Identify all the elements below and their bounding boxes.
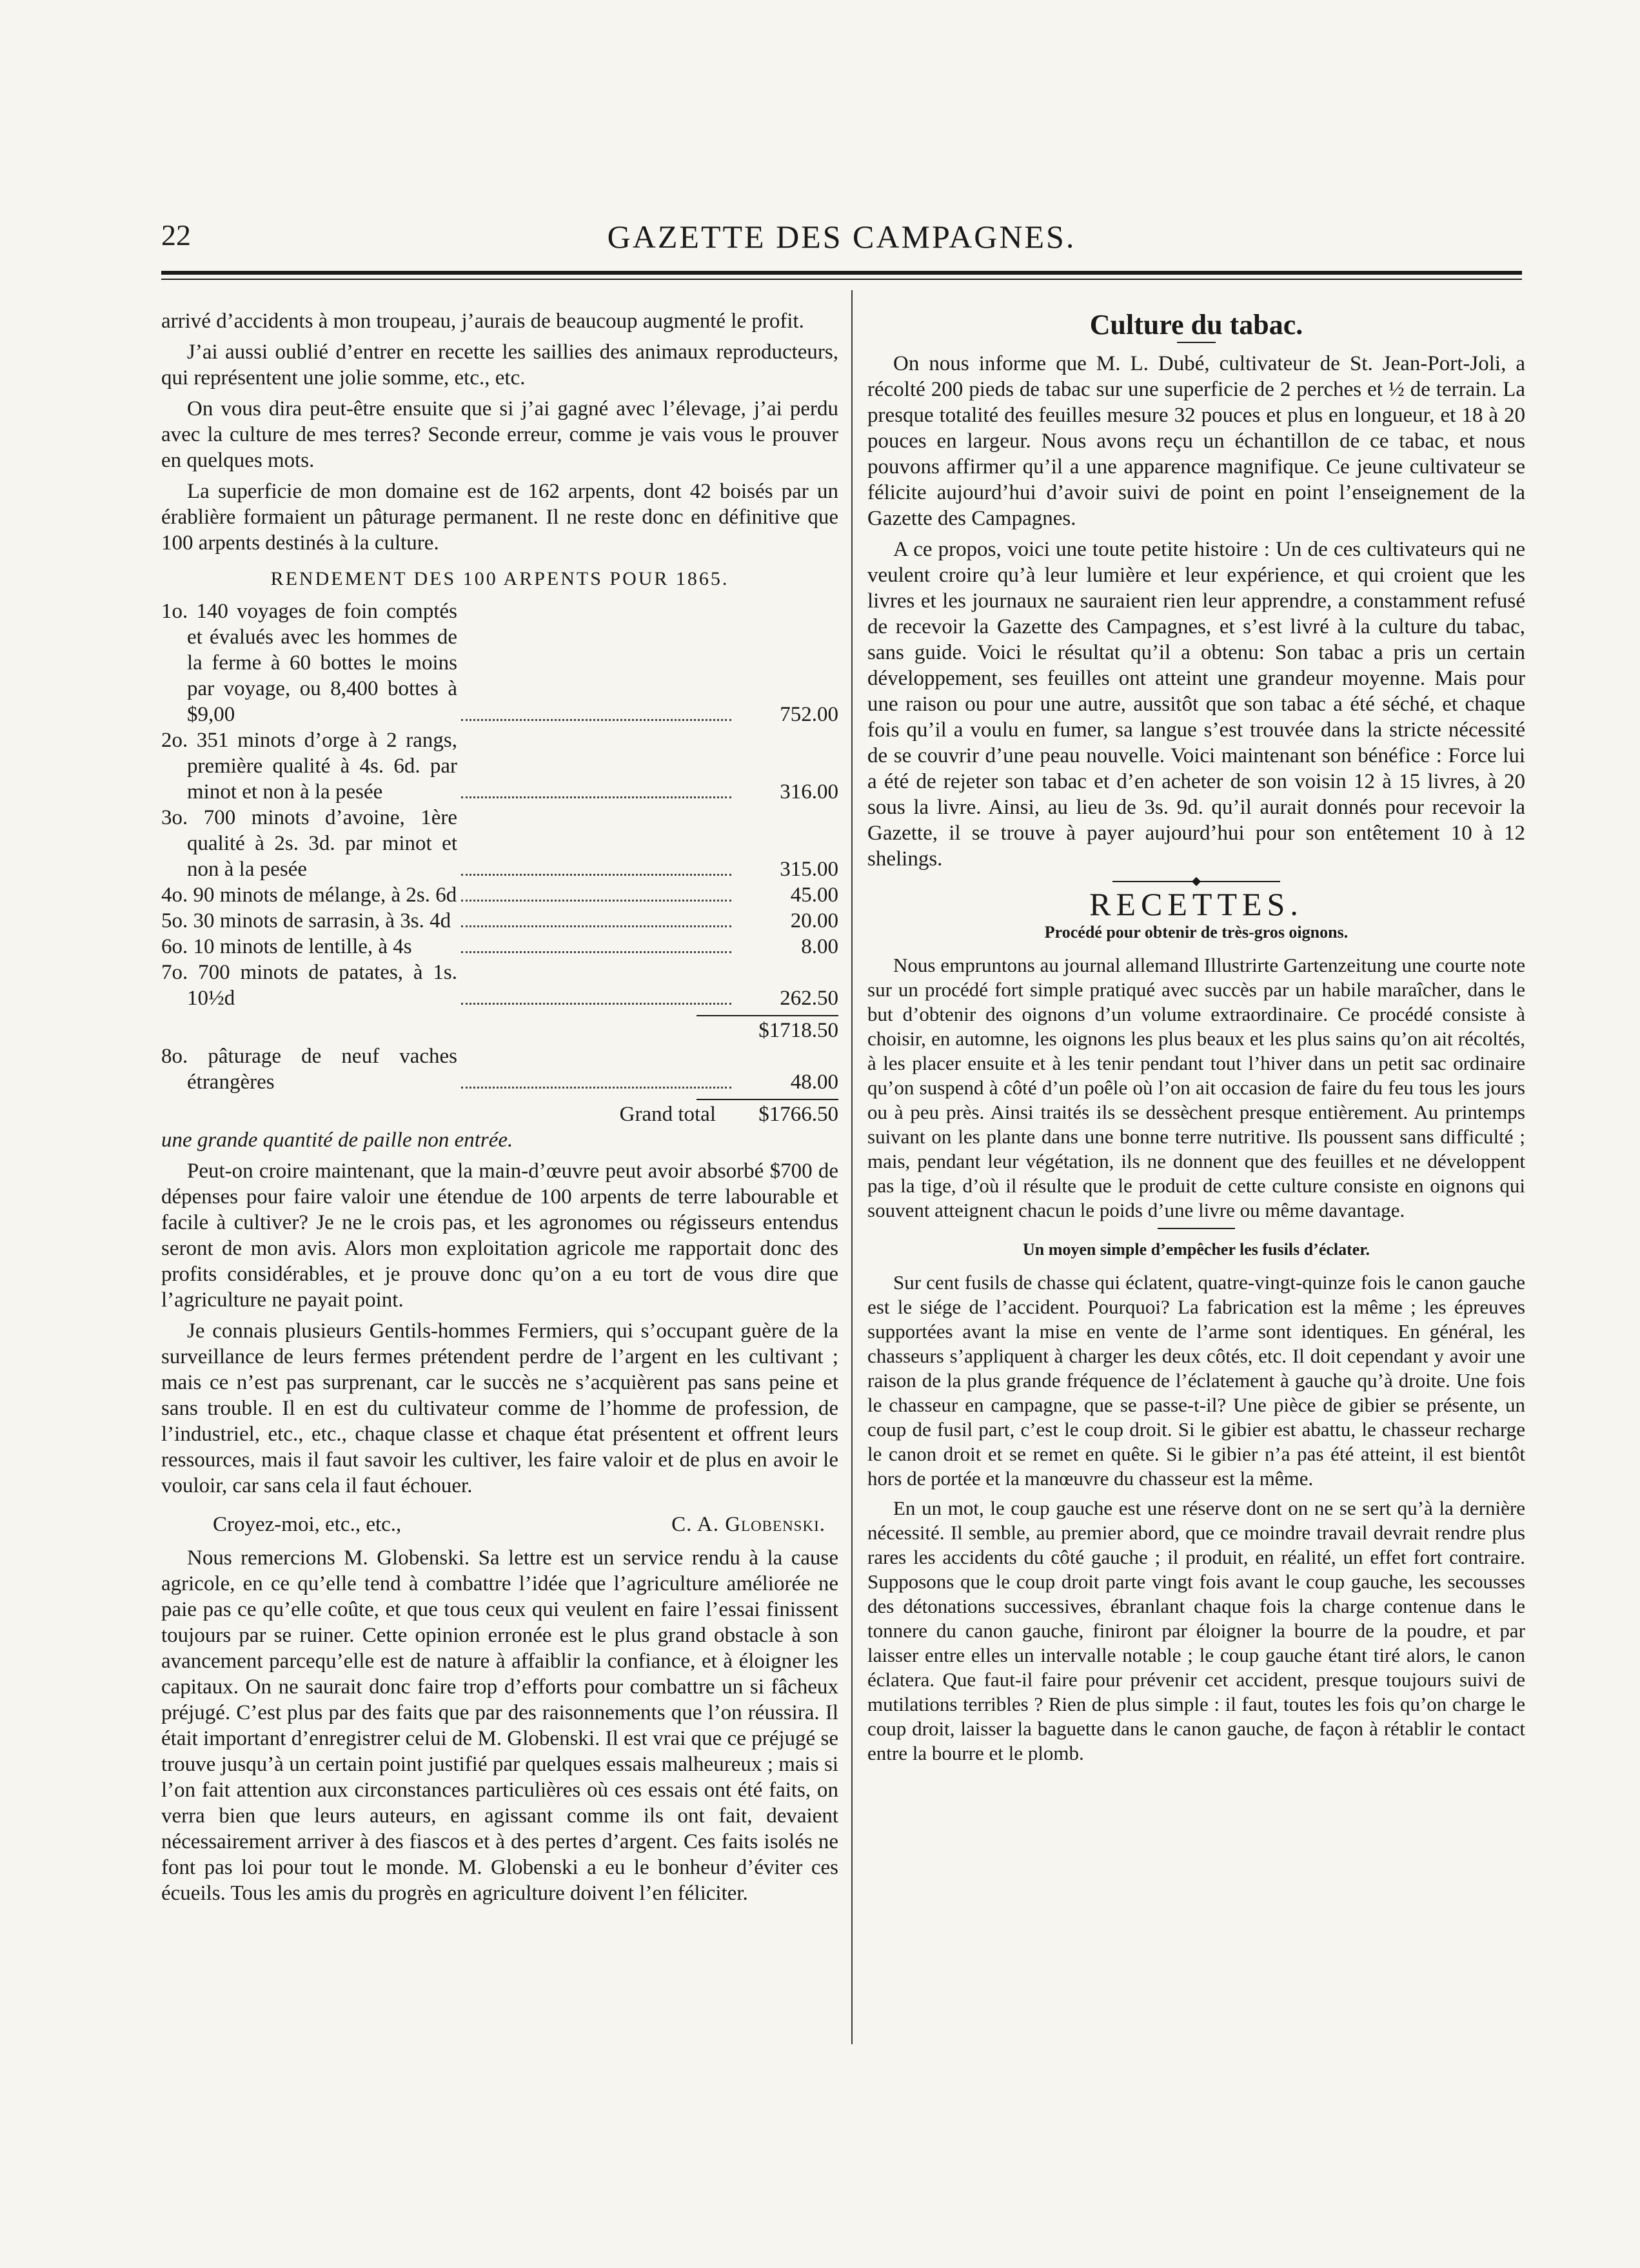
letter-signoff — [161, 1504, 838, 1545]
yield-item — [161, 727, 838, 805]
article-rule — [1158, 1228, 1235, 1229]
yield-item — [161, 1043, 838, 1095]
column-divider — [851, 290, 853, 2044]
yield-item-amount: 752.00 — [780, 703, 838, 726]
yield-item — [161, 908, 838, 934]
yield-item-text: 7o. 700 minots de patates, à 1s. 10½d — [161, 961, 457, 1010]
right-column — [867, 308, 1525, 2062]
letter-paragraph: On vous dira peut-être ensuite que si j’ai gagné avec l’élevage, j’ai perdu avec la culture de mes terres? Seconde erreur, comme je vais vous le prouver en quelques mots. — [161, 397, 838, 472]
subtotal-amount: $1718.50 — [758, 1019, 838, 1042]
fusils-paragraph: Sur cent fusils de chasse qui éclatent, quatre-vingt-quinze fois le canon gauche est le siége de l’accident. Pourquoi? La fabrication est la même ; les épreuves supportées avant la mise en vente de l’arme sont identiques. En général, les chasseurs s’appliquent à charger les deux côtés, etc. Il doit cependant y avoir une raison de la plus grande fréquence de l’éclatement à gauche qu’à droite. Une fois le chasseur en campagne, que se passe-t-il? Une pièce de gibier se présente, un coup de fusil part, c’est le coup droit. Si le gibier est abattu, le chasseur recharge le canon droit et se remet en quête. Si le gibier n’a pas été atteint, il est bientôt hors de portée et la manœuvre du chasseur est la même. — [867, 1271, 1525, 1490]
yield-item-text: 8o. pâturage de neuf vaches étrangères — [161, 1045, 457, 1094]
letter-paragraph: Peut-on croire maintenant, que la main-d’œuvre peut avoir absorbé $700 de dépenses pour faire valoir une étendue de 100 arpents de terre labourable et facile à cultiver? Je ne le crois pas, et les agronomes ou régisseurs entendus seront de mon avis. Alors mon exploitation agricole me rapportait donc des profits considérables, et je prouve donc qu’on a eu tort de vous dire que l’agriculture ne payait point. — [161, 1159, 838, 1312]
yield-item-text: 3o. 700 minots d’avoine, 1ère qualité à 2s. 3d. par minot et non à la pesée — [161, 806, 457, 881]
yield-item-text: 6o. 10 minots de lentille, à 4s — [161, 935, 412, 958]
yield-item-text: 1o. 140 voyages de foin comptés et évalués avec les hommes de la ferme à 60 bottes le moins par voyage, ou 8,400 bottes à $9,00 — [161, 600, 457, 726]
signoff-text: Croyez-moi, etc., etc., — [213, 1513, 402, 1536]
page-header — [161, 213, 1522, 264]
yield-item-amount: 48.00 — [790, 1070, 838, 1094]
grand-total-label: Grand total — [619, 1103, 716, 1126]
yield-item — [161, 598, 838, 727]
total-rule — [697, 1099, 838, 1100]
ornament-divider — [1112, 881, 1280, 882]
yield-item-amount: 8.00 — [801, 935, 838, 958]
masthead-title: GAZETTE DES CAMPAGNES. — [607, 219, 1076, 255]
subtotal-row — [161, 1018, 838, 1043]
tabac-paragraph: A ce propos, voici une toute petite histoire : Un de ces cultivateurs qui ne veulent croire qu’à leur lumière et leur expérience, et qui croient que les livres et les journaux ne sauraient rien leur apprendre, a constamment refusé de recevoir la Gazette des Campagnes, et s’est livré à la culture du tabac, sans guide. Voici le résultat qu’il a obtenu: Son tabac a pris un certain développement, ses feuilles ont atteint une grandeur moyenne. Mais pour une raison ou pour une autre, aussitôt que son tabac a été séché, et chaque fois qu’il a voulu en fumer, sa langue s’est trouvée dans la stricte nécessité de se couvrir d’une peau nouvelle. Voici maintenant son bénéfice : Force lui a été de rejeter son tabac et d’en acheter de son voisin 12 à 15 livres, à 20 sous la livre. Ainsi, au lieu de 3s. 9d. qu’il aurait donnés pour recevoir la Gazette, il se trouve à payer aujourd’hui pour son entêtement 10 à 12 shelings. — [867, 538, 1525, 871]
recettes-section-title: RECETTES. — [1089, 886, 1303, 922]
letter-paragraph: arrivé d’accidents à mon troupeau, j’aurais de beaucoup augmenté le profit. — [161, 310, 804, 333]
fusils-paragraph: En un mot, le coup gauche est une réserve dont on ne se sert qu’à la dernière nécessité. Il semble, au premier abord, que ce moindre travail devrait rendre plus rares les accidents du côté gauche ; il produit, en réalité, un effet fort contraire. Supposons que le coup droit parte vingt fois avant le coup gauche, les secousses des détonations successives, ébranlant chaque fois la charge contenue dans le tonnere du canon gauche, finiront par éloigner la bourre de la poudre, et par laisser entre elles un intervalle notable ; le coup gauche étant tiré alors, le canon éclatera. Que faut-il faire pour prévenir cet accident, presque toujours suivi de mutilations terribles ? Rien de plus simple : il faut, toutes les fois qu’on charge le coup droit, laisser la baguette dans le canon gauche, de façon à rétablir le contact entre la bourre et le plomb. — [867, 1497, 1525, 1764]
yield-item-amount: 315.00 — [780, 858, 838, 881]
fusils-article-title: Un moyen simple d’empêcher les fusils d’éclater. — [1022, 1240, 1370, 1259]
tabac-article-title: Culture du tabac. — [1089, 309, 1303, 340]
yield-item — [161, 960, 838, 1011]
grand-total-row — [161, 1101, 838, 1127]
header-rule-thin — [161, 279, 1522, 280]
yield-item-text: 2o. 351 minots d’orge à 2 rangs, première qualité à 4s. 6d. par minot et non à la pesée — [161, 729, 457, 804]
letter-paragraph: J’ai aussi oublié d’entrer en recette les saillies des animaux reproducteurs, qui représentent une jolie somme, etc., etc. — [161, 340, 838, 390]
yield-table-title: RENDEMENT DES 100 ARPENTS POUR 1865. — [270, 568, 729, 589]
letter-paragraph: une grande quantité de paille non entrée. — [161, 1129, 513, 1152]
header-rule-thick — [161, 271, 1522, 275]
letter-paragraph: Je connais plusieurs Gentils-hommes Fermiers, qui s’occupant guère de la surveillance de leurs fermes prétendent perdre de l’argent en les cultivant ; mais ce n’est pas surprenant, car le succès ne s’acquièrent pas sans peine et sans trouble. Il en est du cultivateur comme de l’homme de profession, de l’industriel, etc., etc., chaque classe et chaque état présentent et offrent leurs ressources, mais il faut savoir les cultiver, les faire valoir et de plus en avoir le vouloir, car sans cela il faut échouer. — [161, 1319, 838, 1497]
yield-item — [161, 805, 838, 882]
letter-signature: C. A. Globenski. — [671, 1513, 825, 1536]
subtotal-rule — [697, 1015, 838, 1016]
title-rule — [1177, 342, 1216, 343]
yield-item-amount: 45.00 — [790, 883, 838, 907]
yield-item — [161, 882, 838, 908]
yield-item-amount: 316.00 — [780, 780, 838, 804]
page-number: 22 — [161, 219, 191, 251]
yield-item — [161, 934, 838, 960]
yield-item-text: 5o. 30 minots de sarrasin, à 3s. 4d — [161, 909, 451, 932]
editor-note: Nous remercions M. Globenski. Sa lettre est un service rendu à la cause agricole, en ce qu’elle tend à combattre l’idée que l’agriculture améliorée ne paie pas ce qu’elle coûte, et que tous ceux qui veulent en faire l’essai finissent toujours par se ruiner. Cette opinion erronée est le plus grand obstacle à son avancement parcequ’elle est de nature à affaiblir la confiance, et à éloigner les capitaux. On ne saurait donc faire trop d’efforts pour combattre un si fâcheux préjugé. C’est plus par des faits que par des raisonnements que l’on réussira. Il était important d’enregistrer celui de M. Globenski. Il est vrai que ce préjugé se trouve jusqu’à un certain point justifié par quelques essais malheureux ; mais si l’on fait attention aux circonstances particulières où ces essais ont été faits, on verra bien que leurs auteurs, en agissant comme ils ont fait, devaient nécessairement arriver à des fiascos et à des pertes d’argent. Ces faits isolés ne font pas loi pour tout le monde. M. Globenski a eu le bonheur d’éviter ces écueils. Tous les amis du progrès en agriculture doivent l’en féliciter. — [161, 1546, 838, 1905]
yield-item-text: 4o. 90 minots de mélange, à 2s. 6d — [161, 883, 457, 907]
yield-item-amount: 262.50 — [780, 987, 838, 1010]
yield-item-amount: 20.00 — [790, 909, 838, 932]
letter-paragraph: La superficie de mon domaine est de 162 arpents, dont 42 boisés par un érablière formaient un pâturage permanent. Il ne reste donc en définitive que 100 arpents destinés à la culture. — [161, 480, 838, 555]
oignons-paragraph: Nous empruntons au journal allemand Illustrirte Gartenzeitung une courte note sur un procédé fort simple pratiqué avec succès par un habile maraîcher, dans le but d’obtenir des oignons d’un volume extraordinaire. Ce procédé consiste à choisir, en automne, les oignons les plus beaux et les plus sains qu’on ait récoltés, à les placer ensuite et à les tenir pendant tout l’hiver dans un petit sac ordinaire qu’on suspend à côté d’un poêle où l’on ait occasion de faire du feu tous les jours ou à peu près. Ainsi traités ils se dessèchent presque entièrement. Au printemps suivant on les plante dans une bonne terre nutritive. Ils poussent sans difficulté ; mais, pendant leur végétation, ils ne donnent que des feuilles et ne développent pas la tige, d’où il résulte que le produit de cette culture consiste en oignons qui souvent atteignent chacun le poids d’une livre ou même davantage. — [867, 954, 1525, 1221]
tabac-paragraph: On nous informe que M. L. Dubé, cultivateur de St. Jean-Port-Joli, a récolté 200 pieds de tabac sur une superficie de 2 perches et ½ de terrain. La presque totalité des feuilles mesure 32 pouces et plus en longueur, et 18 à 20 pouces en largeur. Nous avons reçu un échantillon de ce tabac, et nous pouvons affirmer qu’il a une apparence magnifique. Ce jeune cultivateur se félicite aujourd’hui d’avoir suivi de point en point l’enseignement de la Gazette des Campagnes. — [867, 352, 1525, 530]
grand-total-amount: $1766.50 — [758, 1103, 838, 1126]
left-column — [161, 308, 838, 2062]
oignons-article-title: Procédé pour obtenir de très-gros oignons. — [1044, 923, 1349, 942]
